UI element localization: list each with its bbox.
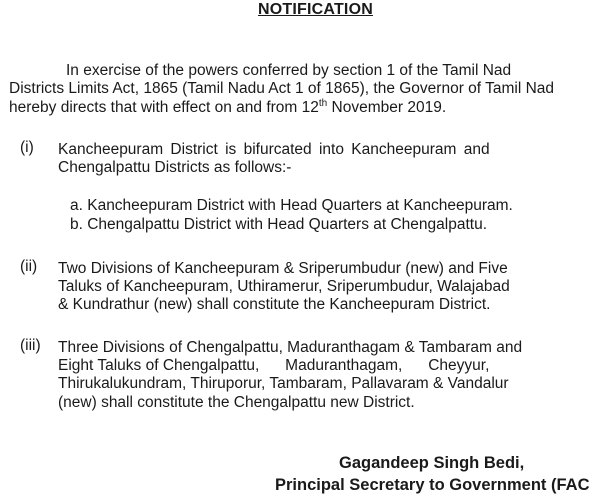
item-marker-ii: (ii) xyxy=(20,258,38,275)
item-i-subitem-b: b. Chengalpattu District with Head Quarters at Chengalpattu. xyxy=(70,216,488,233)
intro-line-3 xyxy=(9,99,446,117)
item-i-line-1: Kancheepuram District is bifurcated into Kancheepuram and xyxy=(58,141,490,158)
signatory-designation: Principal Secretary to Government (FAC xyxy=(275,476,590,494)
item-iii-line-1: Three Divisions of Chengalpattu, Maduranthagam & Tambaram and xyxy=(58,339,523,356)
intro-line-3-sup: th xyxy=(318,97,328,109)
item-ii-line-1: Two Divisions of Kancheepuram & Sriperumbudur (new) and Five xyxy=(58,260,508,277)
signatory-name: Gagandeep Singh Bedi, xyxy=(339,454,525,472)
item-i-line-2: Chengalpattu Districts as follows:- xyxy=(58,159,292,176)
intro-line-3-suffix: November 2019. xyxy=(327,99,447,116)
notification-title: NOTIFICATION xyxy=(258,1,373,18)
item-ii-line-2: Taluks of Kancheepuram, Uthiramerur, Sriperumbudur, Walajabad xyxy=(58,278,510,295)
item-iii-line-3: Thirukalukundram, Thiruporur, Tambaram, Pallavaram & Vandalur xyxy=(58,375,509,392)
intro-line-3-prefix: hereby directs that with effect on and from 12 xyxy=(9,99,319,116)
item-ii-line-3: & Kundrathur (new) shall constitute the Kancheepuram District. xyxy=(58,296,491,313)
intro-line-1: In exercise of the powers conferred by section 1 of the Tamil Nad xyxy=(66,62,512,79)
item-marker-i: (i) xyxy=(20,139,34,156)
item-iii-line-4: (new) shall constitute the Chengalpattu new District. xyxy=(58,394,415,411)
item-iii-line-2: Eight Taluks of Chengalpattu, Maduranthagam, Cheyyur, xyxy=(58,357,490,374)
item-i-subitem-a: a. Kancheepuram District with Head Quarters at Kancheepuram. xyxy=(70,197,513,214)
item-marker-iii: (iii) xyxy=(20,337,41,354)
intro-line-2: Districts Limits Act, 1865 (Tamil Nadu Act 1 of 1865), the Governor of Tamil Nad xyxy=(9,80,555,97)
